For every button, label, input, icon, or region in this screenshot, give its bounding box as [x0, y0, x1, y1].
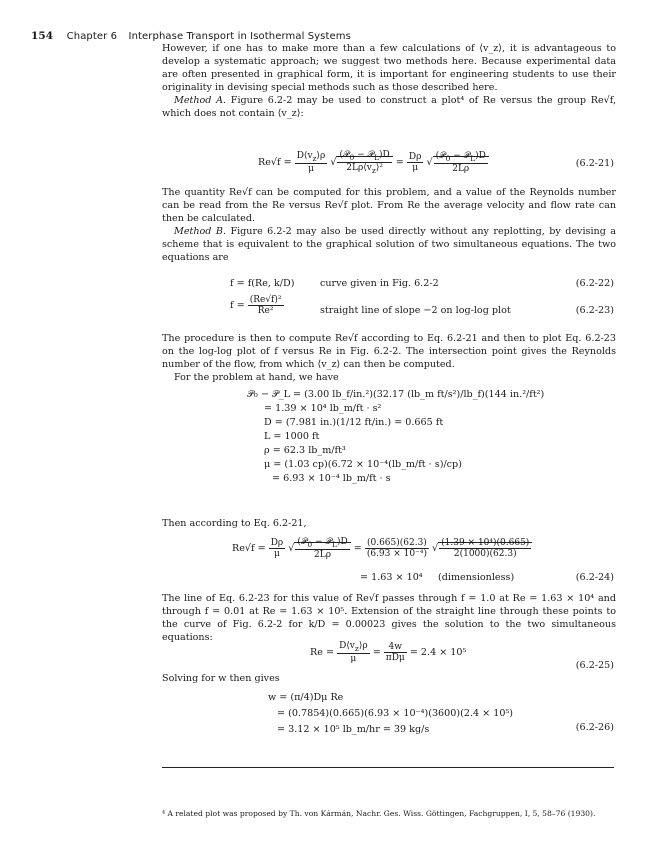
equation-6-2-24: Re√f = $\frac{D\rho}{\mu}$ √ $\frac{(𝒫_0 - 𝒫_L)D}{2L\rho}$ = $\frac{(0.665)(62.3)}{\text{(6.93 × 10⁻⁴)}}$ √ $\frac{\text{(1.39 × 10⁴)(0.665)}}{2(1000)(62.3)}$ [232, 537, 532, 560]
page-number: 154 [31, 30, 54, 42]
eq24-tag: (6.2-24) [575, 572, 614, 583]
method-a-label: Method A. [174, 95, 227, 106]
equation-6-2-23: f = $\frac{\text{(Re√f)²}}{\text{Re²}}$ [230, 295, 282, 316]
paragraph-intro: However, if one has to make more than a few calculations of ⟨v_z⟩, it is advantageous to develop a systematic approach; we suggest two methods here. Because experimental data are often presented in graphical form, it is important for engineering students to use their originality in devising special methods such as those described here. [162, 43, 616, 93]
eq21-tag: (6.2-21) [575, 158, 614, 169]
value-density: ρ = 62.3 lb_m/ft³ [264, 445, 346, 456]
eq26-tag: (6.2-26) [575, 722, 614, 733]
paragraph-method-b [162, 225, 616, 264]
paragraph-procedure: The procedure is then to compute Re√f according to Eq. 6.2-21 and then to plot Eq. 6.2-23 on the log-log plot of f versus Re in Fig. 6.2-2. The intersection point gives the Reynolds number of the flow, from which ⟨v_z⟩ can then be computed. [162, 333, 616, 370]
eq23-tag: (6.2-23) [575, 305, 614, 316]
chapter-title: Interphase Transport in Isothermal Systems [128, 31, 351, 42]
value-pressure-result: = 1.39 × 10⁴ lb_m/ft · s² [264, 403, 382, 414]
chapter-label: Chapter 6 [66, 31, 118, 42]
paragraph-solving: Solving for w then gives [162, 673, 280, 684]
paragraph-quantity: The quantity Re√f can be computed for this problem, and a value of the Reynolds number can be read from the Re versus Re√f plot. From Re the average velocity and flow rate can then be calculated. [162, 187, 616, 224]
eq24-mid-den: (6.93 × 10⁻⁴) [366, 548, 427, 559]
eq24-mid: (0.665)(62.3) [365, 538, 429, 549]
eq24-dimensionless: (dimensionless) [438, 572, 515, 583]
eq22-desc: curve given in Fig. 6.2-2 [320, 278, 439, 289]
equation-6-2-25: Re = $\frac{D⟨v_z⟩\rho}{\mu}$ = $\frac{4w}{\text{πDμ}}$ = 2.4 × 10⁵ [310, 641, 467, 664]
eq22-tag: (6.2-22) [575, 278, 614, 289]
method-b-label: Method B. [174, 226, 226, 237]
eq24-rt-num: (1.39 × 10⁴)(0.665) [441, 537, 530, 548]
paragraph-line: The line of Eq. 6.2-23 for this value of Re√f passes through f = 1.0 at Re = 1.63 × 10⁴ and through f = 0.01 at Re = 1.63 × 10⁵. Extension of the straight line through these points to the curve of Fig. 6.2-2 for k/D = 0.00023 gives the solution to the two simultaneous equations: [162, 593, 616, 643]
section-divider [162, 767, 614, 768]
eq25-lhs: Re = [310, 646, 334, 658]
eq26-line1: w = (π/4)Dμ Re [268, 692, 344, 703]
eq24-rt-den: 2(1000)(62.3) [453, 548, 517, 559]
value-diameter: D = (7.981 in.)(1/12 ft/in.) = 0.665 ft [264, 417, 444, 428]
given-values [247, 388, 544, 486]
eq23-desc: straight line of slope −2 on log-log plot [320, 305, 511, 316]
paragraph-method-a [162, 94, 616, 120]
eq25-result: = 2.4 × 10⁵ [409, 646, 467, 658]
method-b-text: Figure 6.2-2 may also be used directly without any replotting, by devising a scheme that is equivalent to the graphical solution of two simultaneous equations. The two equations are [162, 226, 616, 263]
eq22-lhs: f = f(Re, k/D) [230, 278, 295, 289]
equation-6-2-21: Re√f = $\frac{D⟨v_z⟩\rho}{\mu}$ √ $\frac{(𝒫_0 - 𝒫_L)D}{2L\rho⟨v_z⟩^2}$ = $\frac{D\rho}{\mu}$ √ $\frac{(𝒫_0 - 𝒫_L)D}{2L\rho}$ [258, 150, 489, 175]
value-length: L = 1000 ft [264, 431, 320, 442]
eq26-line3: = 3.12 × 10⁵ lb_m/hr = 39 kg/s [277, 724, 430, 735]
value-viscosity: μ = (1.03 cp)(6.72 × 10⁻⁴(lb_m/ft · s)/cp) [264, 459, 462, 470]
eq24-result: = 1.63 × 10⁴ [360, 572, 423, 583]
page-header [31, 30, 351, 42]
footnote: ⁴ A related plot was proposed by Th. von Kármán, Nachr. Ges. Wiss. Göttingen, Fachgruppen, I, 5, 58–76 (1930). [162, 809, 596, 818]
paragraph-then: Then according to Eq. 6.2-21, [162, 518, 307, 529]
method-a-text: Figure 6.2-2 may be used to construct a plot⁴ of Re versus the group Re√f, which does not contain ⟨v_z⟩: [162, 95, 616, 119]
eq26-line2: = (0.7854)(0.665)(6.93 × 10⁻⁴)(3600)(2.4 × 10⁵) [277, 708, 514, 719]
paragraph-problem: For the problem at hand, we have [174, 372, 339, 383]
eq24-lhs: Re√f = [232, 542, 266, 554]
eq21-lhs: Re√f = [258, 156, 292, 168]
eq25-tag: (6.2-25) [575, 660, 614, 671]
value-pressure: 𝒫₀ − 𝒫_L = (3.00 lb_f/in.²)(32.17 (lb_m ft/s²)/lb_f)(144 in.²/ft²) [247, 389, 545, 400]
equation-6-2-26 [268, 690, 513, 738]
value-viscosity-result: = 6.93 × 10⁻⁴ lb_m/ft · s [272, 473, 391, 484]
